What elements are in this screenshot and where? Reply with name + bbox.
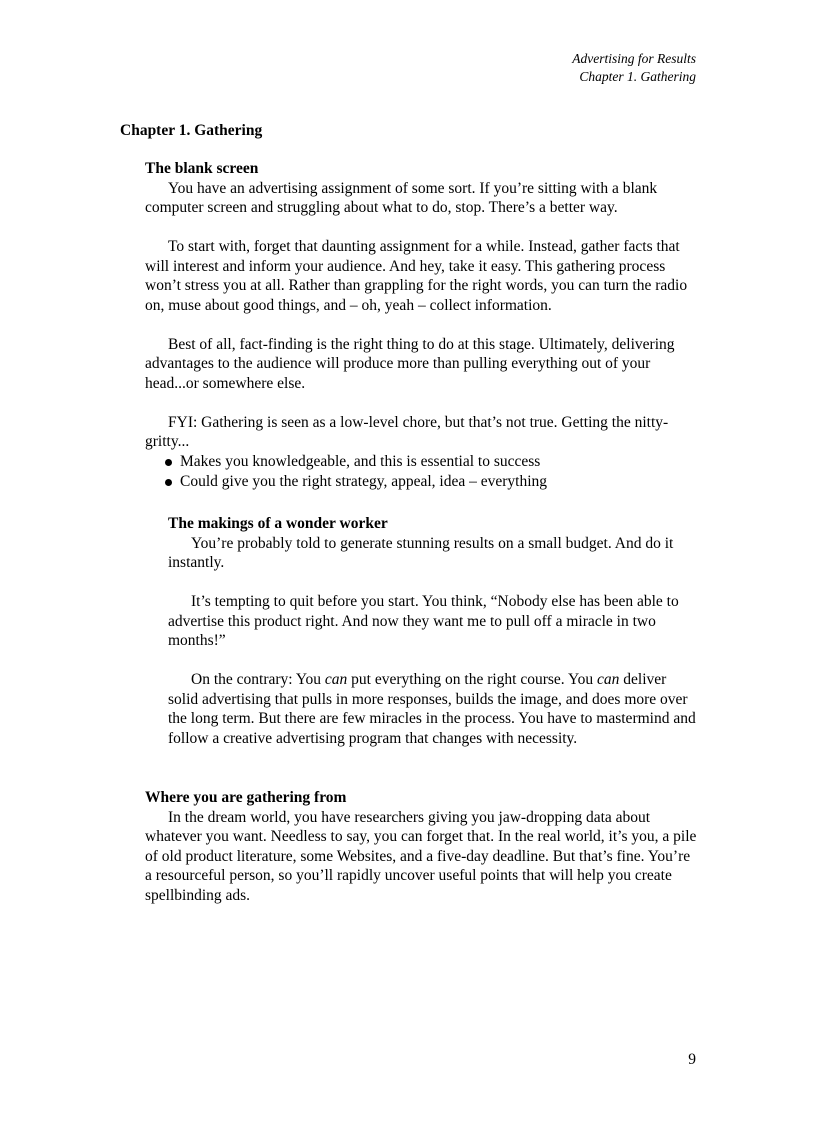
section-wonder-worker (168, 514, 697, 768)
chapter-title: Chapter 1. Gathering (120, 122, 263, 139)
paragraph: You’re probably told to generate stunning results on a small budget. And do it instantly. (168, 534, 674, 571)
list-item-text: Makes you knowledgeable, and this is essential to success (180, 452, 541, 470)
section-blank-screen (145, 159, 697, 492)
header-book-title: Advertising for Results (572, 51, 696, 66)
header-chapter-ref: Chapter 1. Gathering (579, 69, 696, 84)
bullet-list (145, 452, 697, 492)
paragraph: In the dream world, you have researchers giving you jaw-dropping data about whatever you want. Needless to say, you can forget that. In the real world, it’s you, a pile of old product literature, some Websites, and a five-day deadline. But that’s fine. You’re a resourceful person, so you’ll rapidly uncover useful points that will help you create spellbinding ads. (145, 808, 697, 904)
bullet-icon (165, 479, 172, 486)
paragraph-text: deliver solid advertising that pulls in more responses, builds the image, and does more over the long term. But there are few miracles in the process. You have to mastermind and follow a creative advertising program that changes with necessity. (168, 671, 696, 747)
paragraph-text: On the contrary: You (191, 671, 325, 688)
paragraph: To start with, forget that daunting assignment for a while. Instead, gather facts that will interest and inform your audience. And hey, take it easy. This gathering process won’t stress you at all. Rather than grappling for the right words, you can turn the radio on, muse about good things, and – oh, yeah – collect information. (145, 238, 688, 314)
list-item (165, 472, 697, 492)
paragraph-text: put everything on the right course. You (347, 671, 597, 688)
section-heading: The blank screen (145, 160, 259, 177)
list-item-text: Could give you the right strategy, appeal, idea – everything (180, 472, 548, 490)
list-item (165, 452, 697, 472)
running-header (572, 50, 696, 86)
paragraph: It’s tempting to quit before you start. You think, “Nobody else has been able to advertise this product right. And now they want me to pull off a miracle in two months!” (168, 593, 679, 649)
bullet-icon (165, 459, 172, 466)
emphasis: can (597, 671, 620, 688)
section-gathering-from (145, 788, 697, 925)
emphasis: can (324, 671, 348, 688)
paragraph: Best of all, fact-finding is the right thing to do at this stage. Ultimately, delivering advantages to the audience will produce more than pulling everything out of your head...or somewhere else. (145, 335, 675, 392)
section-heading: The makings of a wonder worker (168, 515, 388, 532)
paragraph: You have an advertising assignment of some sort. If you’re sitting with a blank computer screen and struggling about what to do, stop. There’s a better way. (145, 179, 658, 216)
paragraph: FYI: Gathering is seen as a low-level chore, but that’s not true. Getting the nitty-gritty... (145, 413, 669, 450)
paragraph (168, 670, 697, 748)
page-number: 9 (688, 1051, 696, 1068)
section-heading: Where you are gathering from (145, 789, 347, 806)
